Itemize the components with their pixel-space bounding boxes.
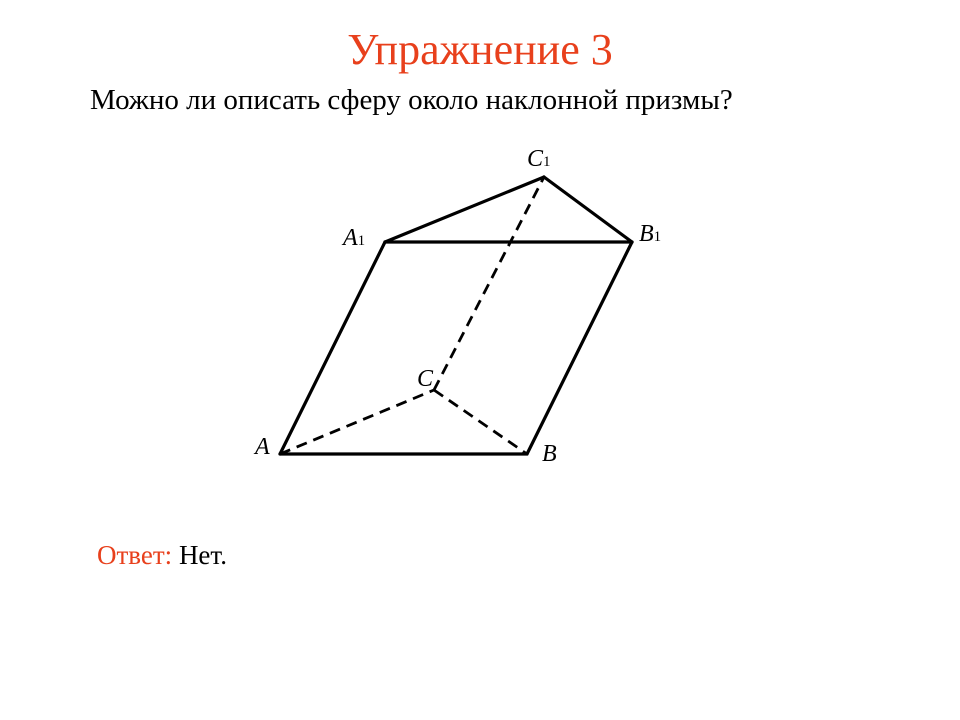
vertex-label-B1: B1: [639, 221, 662, 247]
vertex-label-A1: A1: [343, 225, 366, 251]
edge-BB1: [527, 242, 632, 454]
vertex-label-A: A: [255, 434, 270, 460]
edge-CC1-hidden: [434, 177, 544, 390]
slide-title: Упражнение 3: [347, 25, 613, 74]
answer-value: Нет.: [178, 540, 227, 570]
answer-line: [97, 538, 227, 572]
edge-C1B1: [544, 177, 632, 242]
edge-CB-hidden: [434, 390, 527, 454]
vertex-label-B: B: [542, 441, 557, 467]
edge-AA1: [280, 242, 385, 454]
vertex-label-C1: C1: [527, 146, 551, 172]
edge-AC-hidden: [280, 390, 434, 454]
answer-label: Ответ:: [97, 540, 173, 570]
edge-A1C1: [385, 177, 544, 242]
question-text: Можно ли описать сферу около наклонной призмы?: [90, 84, 733, 116]
vertex-label-C: C: [417, 366, 434, 392]
